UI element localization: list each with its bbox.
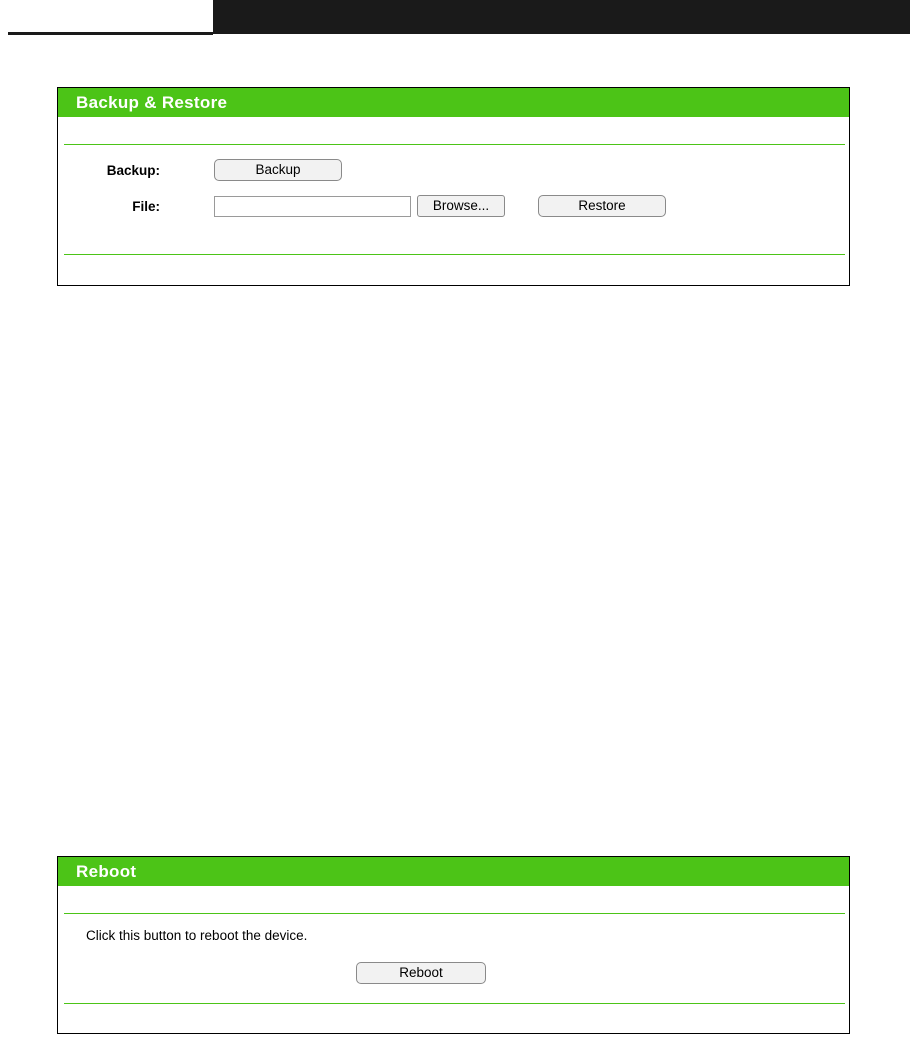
backup-restore-panel [57,87,850,286]
divider-top [64,144,845,145]
header-logo-area [8,2,213,35]
file-row [58,193,849,219]
backup-restore-body [58,117,849,285]
reboot-divider-top [64,913,845,914]
backup-restore-title: Backup & Restore [58,88,849,117]
header-dark-strip [213,0,910,34]
reboot-divider-bottom [64,1003,845,1004]
backup-button[interactable]: Backup [214,159,342,181]
divider-bottom [64,254,845,255]
reboot-title: Reboot [58,857,849,886]
backup-row [58,157,849,183]
file-label: File: [132,198,160,214]
reboot-panel [57,856,850,1034]
reboot-button[interactable]: Reboot [356,962,486,984]
file-input[interactable] [214,196,411,217]
browse-button[interactable]: Browse... [417,195,505,217]
reboot-hint-text: Click this button to reboot the device. [86,928,308,943]
backup-label: Backup: [106,162,160,178]
page-header-bar [0,0,910,37]
restore-button[interactable]: Restore [538,195,666,217]
reboot-body [58,886,849,1033]
